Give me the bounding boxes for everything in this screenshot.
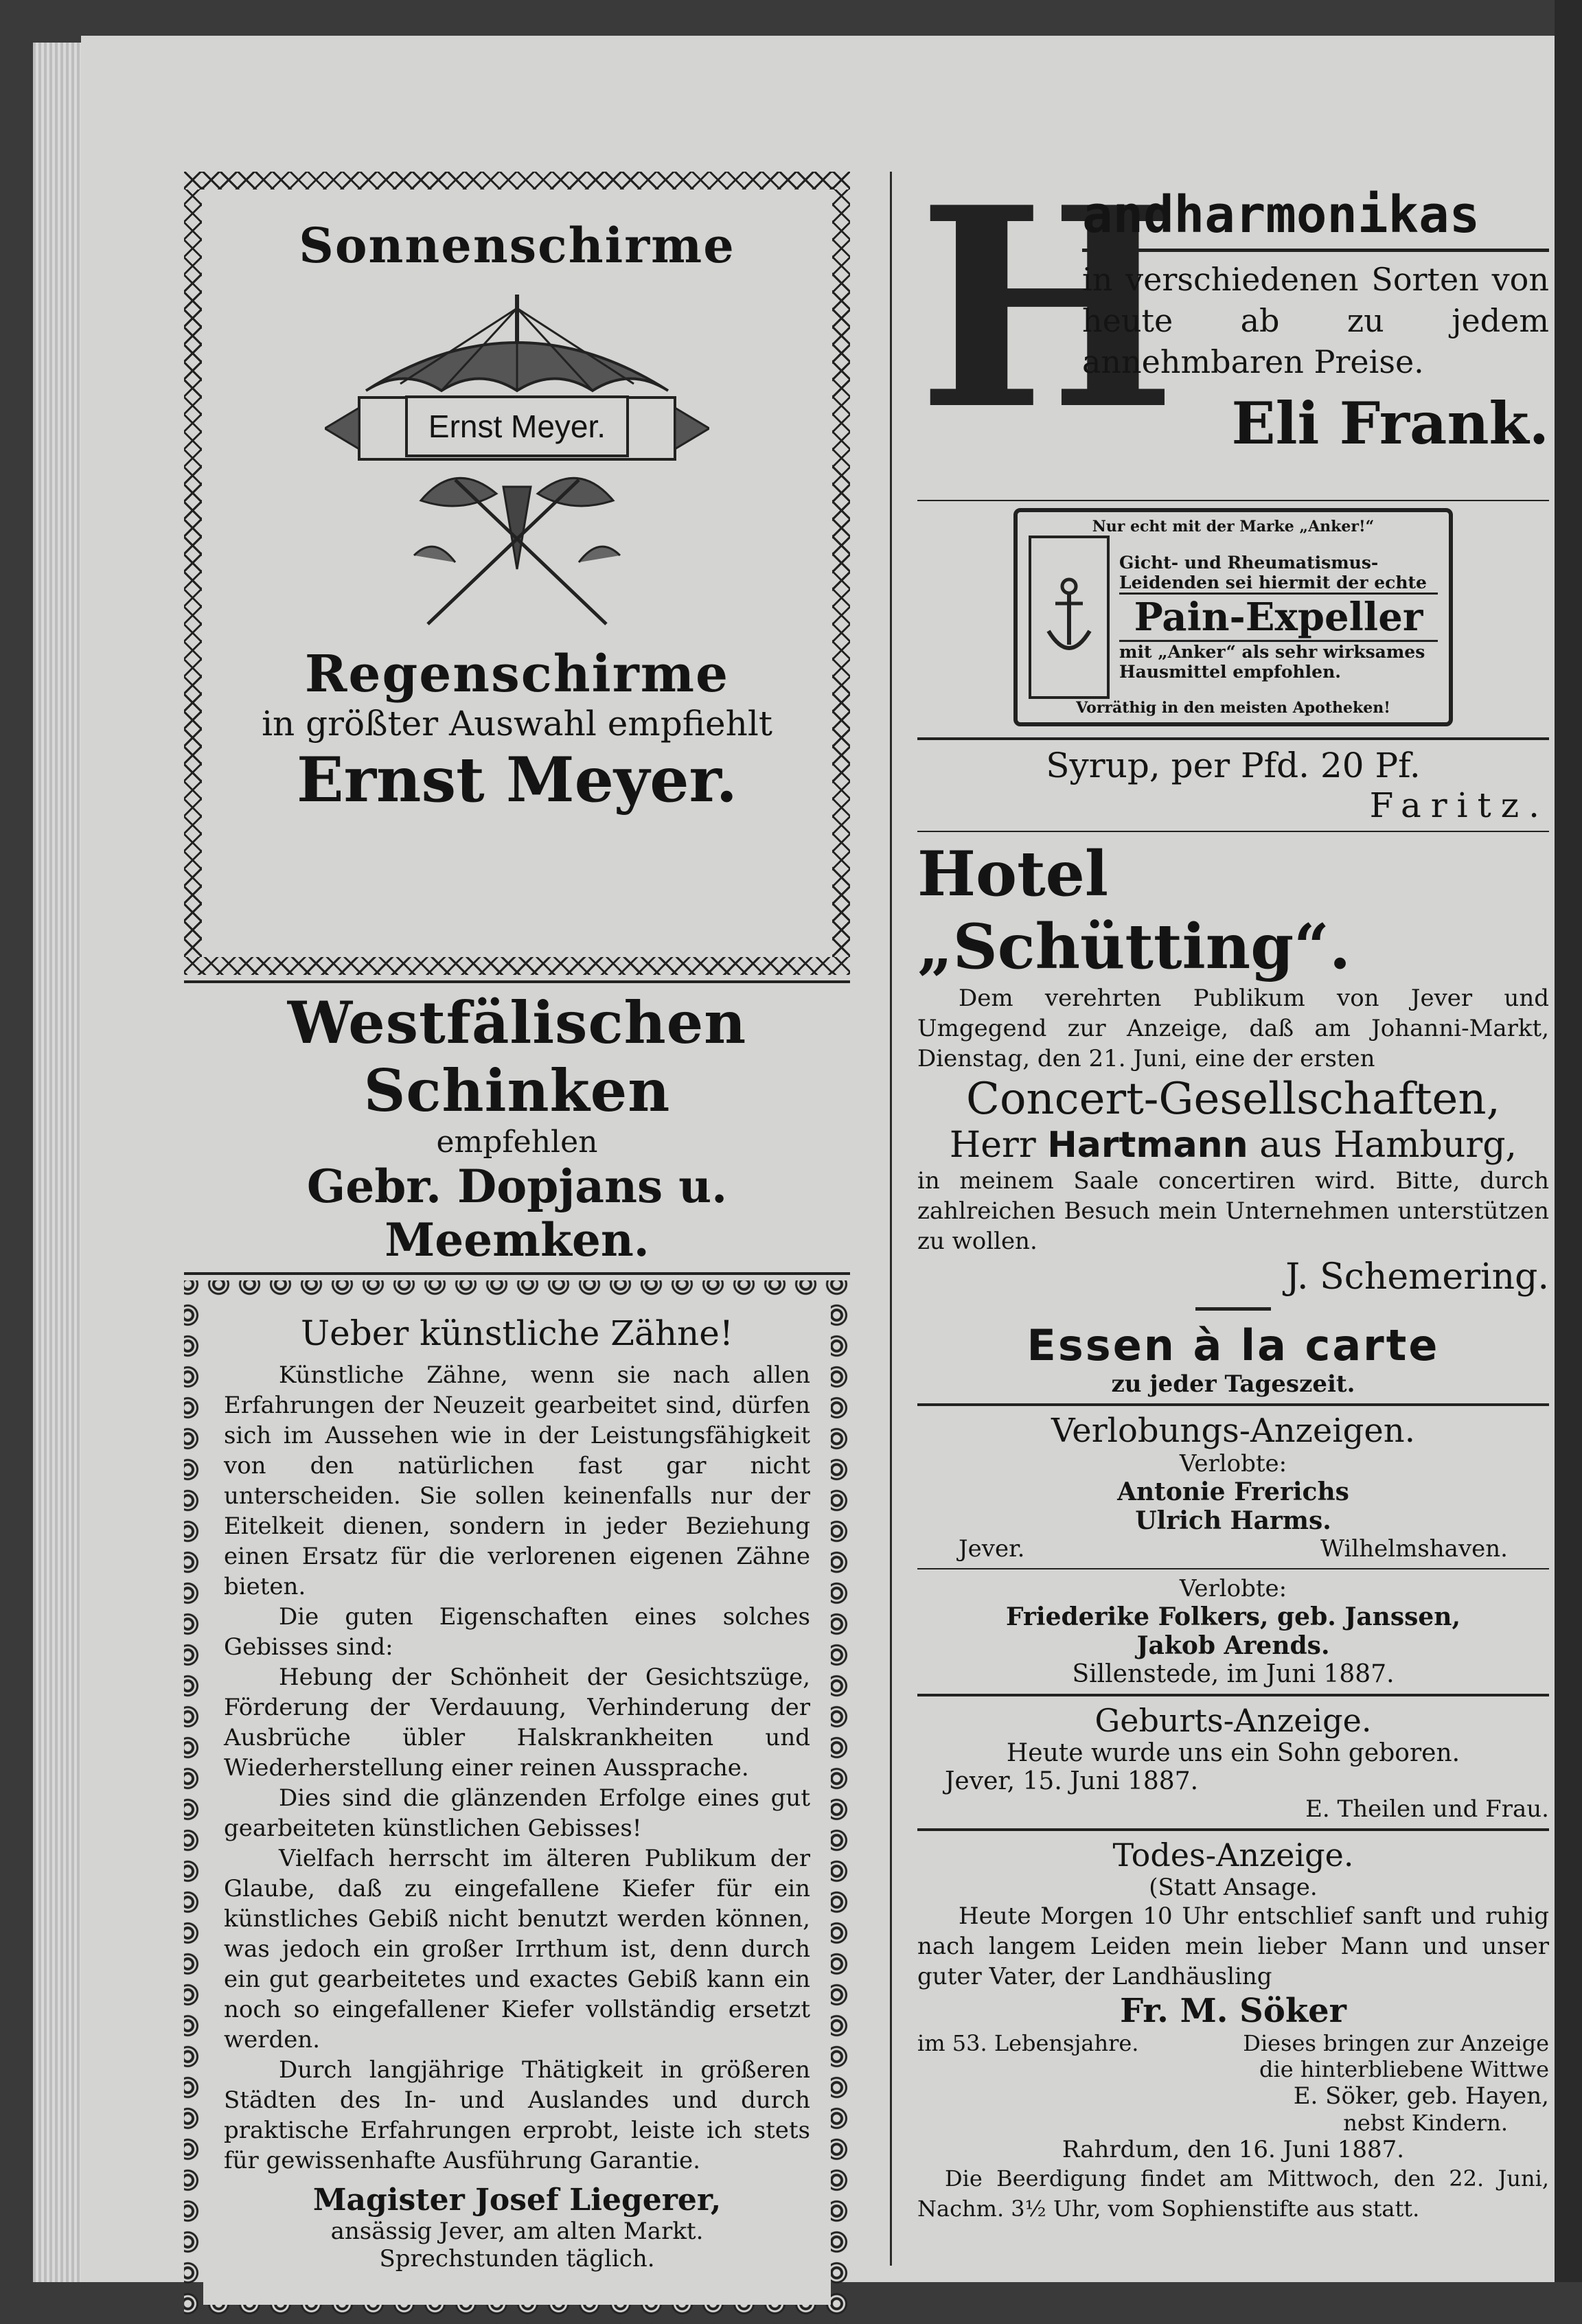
divider xyxy=(1195,1307,1271,1311)
ad-row xyxy=(917,2030,1549,2082)
ad-text: Heute wurde uns ein Sohn geboren. xyxy=(1006,1739,1460,1767)
ad-address: ansässig Jever, am alten Markt. xyxy=(330,2218,704,2245)
ad-sub: (Statt Ansage. xyxy=(1149,1874,1318,1901)
anchor-icon xyxy=(1029,536,1110,699)
ad-subtitle: Regenschirme xyxy=(304,645,730,704)
ad-paragraph: Die guten Eigenschaften eines solches Gebisses sind: xyxy=(224,1603,810,1661)
ad-signature: Magister Josef Liegerer, xyxy=(312,2183,722,2218)
ad-name: Ulrich Harms. xyxy=(1135,1506,1331,1535)
right-column xyxy=(917,148,1549,2252)
ad-concert: Concert-Gesellschaften, xyxy=(966,1074,1500,1125)
ad-date: Jever, 15. Juni 1887. xyxy=(945,1767,1199,1795)
ad-title: Sonnenschirme xyxy=(299,217,735,274)
ad-sub: zu jeder Tageszeit. xyxy=(1111,1370,1355,1398)
ad-zaehne xyxy=(184,1280,850,2324)
ad-syrup xyxy=(917,746,1549,825)
pain-line1: Gicht- und Rheumatismus-Leidenden sei hiermit der echte xyxy=(1119,553,1438,595)
umbrella-banner xyxy=(202,395,832,457)
divider xyxy=(917,737,1549,740)
ad-painexpeller xyxy=(1013,508,1453,726)
ad-line: empfehlen xyxy=(436,1125,598,1160)
ad-text: Syrup, per Pfd. 20 Pf. xyxy=(1046,746,1421,785)
ad-text: Dem verehrten Publikum von Jever und Umgegend zur Anzeige, daß am Johanni-Markt, Dienstag, den 21. Juni, eine der ersten xyxy=(917,985,1549,1072)
ad-text: Heute Morgen 10 Uhr entschlief sanft und ruhig nach langem Leiden mein lieber Mann und unser guter Vater, der Landhäusling xyxy=(917,1902,1549,1990)
ad-paragraph: Hebung der Schönheit der Gesichtszüge, Förderung der Verdauung, Verhinderung der Ausbrüche übler Halskrankheiten und Wiederherstellung einer reinen Aussprache. xyxy=(224,1664,810,1782)
ad-paragraph: Vielfach herrscht im älteren Publikum der Glaube, daß zu eingefallene Kiefer für ein künstliches Gebiß nicht benutzt werden können, was jedoch ein großer Irrthum ist, denn durch ein gut gearbeitetes und exactes Gebiß kann ein noch so eingefallener Kiefer vollständig ersetzt werden. xyxy=(224,1845,810,2053)
ad-age: im 53. Lebensjahre. xyxy=(917,2030,1139,2056)
ad-handharmonikas xyxy=(917,148,1549,494)
ad-children: nebst Kindern. xyxy=(1343,2110,1508,2136)
ad-paragraph: Künstliche Zähne, wenn sie nach allen Erfahrungen der Neuzeit gearbeitet sind, dürfen sich im Aussehen wie in der Leistungsfähigkeit von den natürlichen fast gar nicht unterscheiden. Sie sollen keinenfalls nur der Eitelkeit dienen, sondern in jeder Beziehung einen Ersatz für die verlorenen eigenen Zähne bieten. xyxy=(224,1361,810,1600)
ad-verlobung xyxy=(917,1412,1549,1688)
initial-letter: H xyxy=(917,148,1177,470)
left-column xyxy=(184,172,850,2273)
ad-name: Fr. M. Söker xyxy=(1120,1992,1346,2030)
ad-hotel xyxy=(917,838,1549,1298)
divider xyxy=(184,1272,850,1275)
ad-text: in verschiedenen Sorten von heute ab zu jedem annehmbaren Preise. xyxy=(1082,261,1549,380)
pain-line2: mit „Anker“ als sehr wirksames Hausmittel empfohlen. xyxy=(1119,642,1425,682)
herr-label: Herr xyxy=(949,1125,1036,1166)
ad-place: Sillenstede, im Juni 1887. xyxy=(1072,1660,1395,1688)
ad-signature: E. Theilen und Frau. xyxy=(1305,1795,1549,1823)
ad-widow: E. Söker, geb. Hayen, xyxy=(1293,2082,1549,2110)
ad-name: Friederike Folkers, geb. Janssen, xyxy=(1006,1602,1460,1631)
divider xyxy=(917,1828,1549,1831)
divider xyxy=(184,980,850,983)
ad-signature: Eli Frank. xyxy=(1231,389,1549,457)
ad-title: Ueber künstliche Zähne! xyxy=(301,1313,733,1353)
ad-notice: Dieses bringen zur Anzeige die hinterbliebene Wittwe xyxy=(1243,2030,1549,2082)
place-left: Jever. xyxy=(959,1535,1025,1563)
ad-signature: J. Schemering. xyxy=(1285,1256,1549,1298)
ad-paragraph: Durch langjährige Thätigkeit in größeren Städten des In- und Auslandes und durch praktische Erfahrungen erprobt, leiste ich stets für gewissenhafte Ausführung Garantie. xyxy=(224,2056,810,2174)
ad-text: in meinem Saale concertiren wird. Bitte, durch zahlreichen Besuch mein Unternehmen unterstützen zu wollen. xyxy=(917,1167,1549,1255)
performer-name: Hartmann xyxy=(1047,1125,1248,1166)
ad-signature: Faritz. xyxy=(1369,785,1549,825)
ad-name: Jakob Arends. xyxy=(1136,1631,1330,1660)
ad-title: andharmonikas xyxy=(1082,185,1549,252)
ad-paragraph: Dies sind die glänzenden Erfolge eines gut gearbeiteten künstlichen Gebisses! xyxy=(224,1784,810,1842)
ad-hours: Sprechstunden täglich. xyxy=(379,2245,655,2273)
ad-line: in größter Auswahl empfiehlt xyxy=(262,704,772,744)
ad-title: Todes-Anzeige. xyxy=(1112,1837,1354,1874)
ad-schinken xyxy=(184,989,850,1267)
ad-signature: Ernst Meyer. xyxy=(297,744,737,816)
ad-todes xyxy=(917,1837,1549,2224)
pain-top: Nur echt mit der Marke „Anker!“ xyxy=(1092,518,1375,536)
ad-date: Rahrdum, den 16. Juni 1887. xyxy=(1062,2136,1405,2163)
ad-funeral: Die Beerdigung findet am Mittwoch, den 22. Juni, Nachm. 3½ Uhr, vom Sophienstifte aus statt. xyxy=(917,2165,1549,2222)
ad-title: Geburts-Anzeige. xyxy=(1094,1702,1372,1739)
scan-border xyxy=(1555,0,1582,2282)
ad-firm: Gebr. Dopjans u. Meemken. xyxy=(306,1160,728,1267)
pain-bottom: Vorräthig in den meisten Apotheken! xyxy=(1076,699,1390,717)
ad-name: Antonie Frerichs xyxy=(1117,1477,1349,1506)
divider xyxy=(917,1694,1549,1696)
divider xyxy=(917,831,1549,832)
ad-places xyxy=(917,1535,1549,1563)
ad-title: Hotel „Schütting“. xyxy=(917,838,1351,983)
divider xyxy=(917,1568,1549,1569)
place-right: Wilhelmshaven. xyxy=(1320,1535,1508,1563)
ad-sonnenschirme xyxy=(184,172,850,975)
ad-essen xyxy=(917,1320,1549,1398)
pain-name: Pain-Expeller xyxy=(1119,595,1438,642)
performer-origin: aus Hamburg, xyxy=(1259,1125,1517,1166)
ad-label: Verlobte: xyxy=(1179,1575,1287,1602)
ad-label: Verlobte: xyxy=(1179,1450,1287,1477)
banner-name: Ernst Meyer. xyxy=(405,395,629,457)
umbrella-illustration xyxy=(325,281,709,638)
divider xyxy=(917,500,1549,501)
ad-title: Verlobungs-Anzeigen. xyxy=(1051,1412,1415,1450)
ad-title: Essen à la carte xyxy=(1027,1320,1440,1370)
ad-geburt xyxy=(917,1702,1549,1823)
divider xyxy=(917,1403,1549,1406)
ad-performer xyxy=(917,1125,1549,1166)
column-divider xyxy=(890,172,892,2266)
ad-title: Westfälischen Schinken xyxy=(287,989,747,1125)
